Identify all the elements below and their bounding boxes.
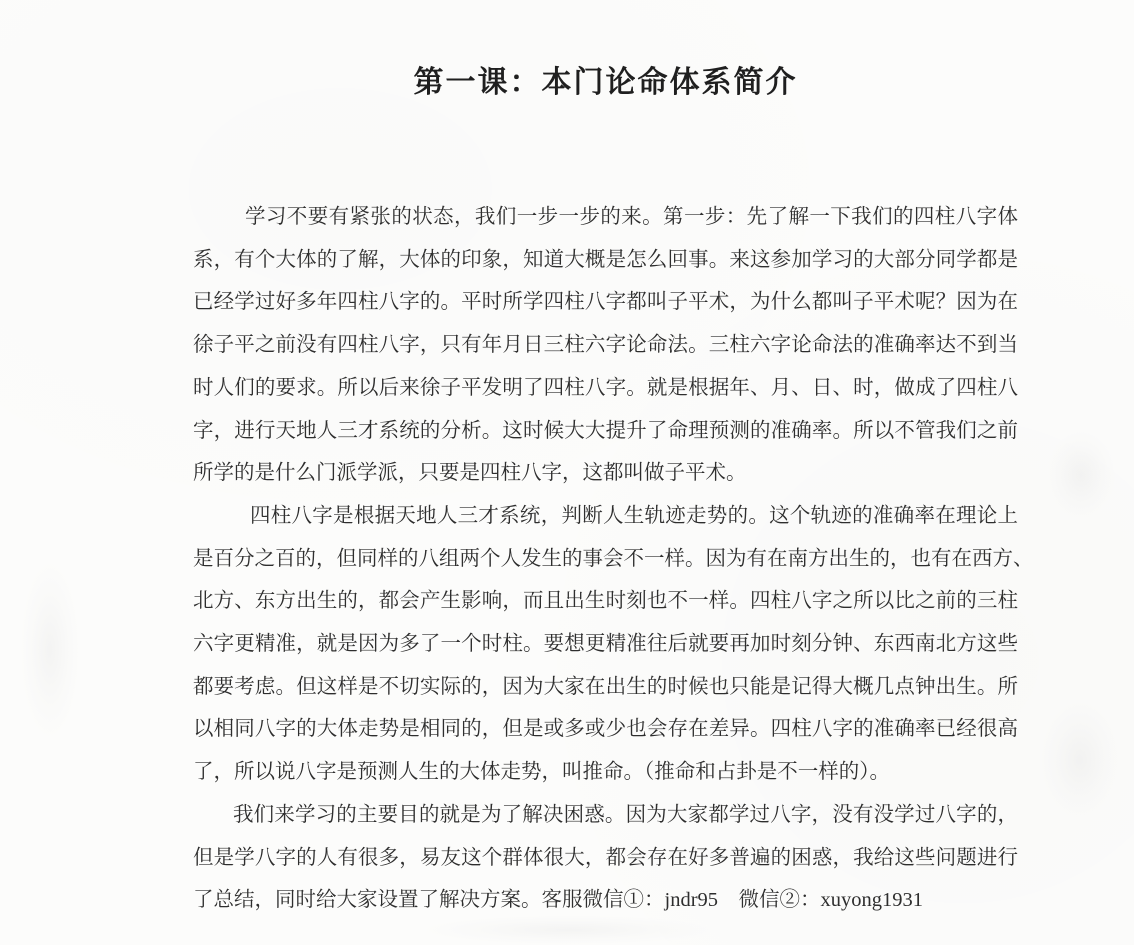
paragraph-2-line: 北方、东方出生的，都会产生影响，而且出生时刻也不一样。四柱八字之所以比之前的三柱: [193, 590, 1018, 613]
paragraph-1-line: 所学的是什么门派学派，只要是四柱八字，这都叫做子平术。: [193, 462, 747, 485]
paragraph-1-line: 系，有个大体的了解，大体的印象，知道大概是怎么回事。来这参加学习的大部分同学都是: [193, 248, 1018, 271]
paragraph-1-line: 字，进行天地人三才系统的分析。这时候大大提升了命理预测的准确率。所以不管我们之前: [193, 419, 1018, 442]
lesson-title: 第一课：本门论命体系简介: [413, 66, 798, 99]
paragraph-1-line: 时人们的要求。所以后来徐子平发明了四柱八字。就是根据年、月、日、时，做成了四柱八: [193, 376, 1018, 399]
scan-artifact: [1046, 430, 1116, 520]
paragraph-2-line: 是百分之百的，但同样的八组两个人发生的事会不一样。因为有在南方出生的，也有在西方、: [193, 547, 1034, 570]
document-body-text: [193, 196, 1034, 922]
scan-artifact: [20, 560, 80, 740]
paragraph-2-line: 六字更精准，就是因为多了一个时柱。要想更精准往后就要再加时刻分钟、东西南北方这些: [193, 633, 1018, 656]
paragraph-1-line: 学习不要有紧张的状态，我们一步一步的来。第一步：先了解一下我们的四柱八字体: [245, 206, 1018, 228]
paragraph-2-line: 以相同八字的大体走势是相同的，但是或多或少也会存在差异。四柱八字的准确率已经很高: [193, 718, 1018, 741]
paragraph-2-line: 四柱八字是根据天地人三才系统，判断人生轨迹走势的。这个轨迹的准确率在理论上: [250, 504, 1018, 527]
paragraph-3-line: 但是学八字的人有很多，易友这个群体很大，都会存在好多普遍的困惑，我给这些问题进行: [193, 846, 1018, 869]
paragraph-2-line: 都要考虑。但这样是不切实际的，因为大家在出生的时候也只能是记得大概几点钟出生。所: [193, 675, 1018, 698]
paragraph-2-line: 了，所以说八字是预测人生的大体走势，叫推命。（推命和占卦是不一样的）。: [193, 761, 890, 784]
paragraph-1-line: 已经学过好多年四柱八字的。平时所学四柱八字都叫子平术，为什么都叫子平术呢？因为在: [193, 291, 1018, 314]
paragraph-1-line: 徐子平之前没有四柱八字，只有年月日三柱六字论命法。三柱六字论命法的准确率达不到当: [193, 334, 1018, 357]
paragraph-3-line: 了总结，同时给大家设置了解决方案。客服微信①：jndr95 微信②：xuyong1931: [193, 889, 924, 912]
paragraph-3-line: 我们来学习的主要目的就是为了解决困惑。因为大家都学过八字，没有没学过八字的，: [233, 803, 1018, 826]
scan-artifact: [1040, 700, 1120, 820]
